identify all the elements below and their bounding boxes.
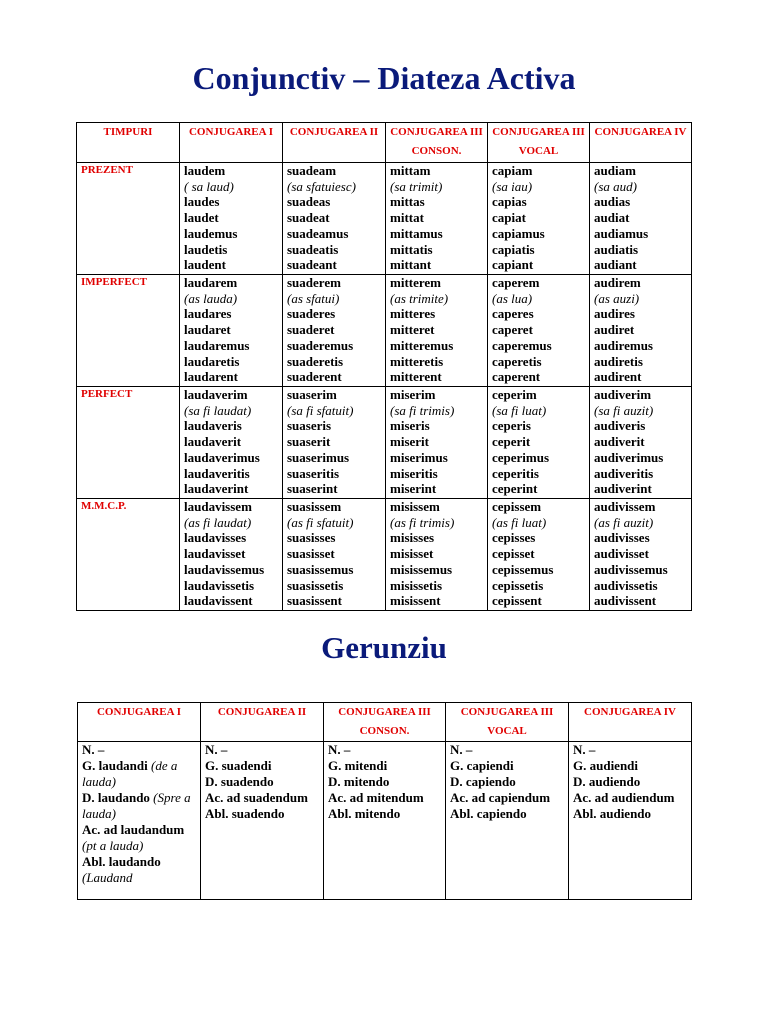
verb-form: laudares: [184, 306, 232, 322]
verb-form: suaseritis: [287, 465, 339, 481]
verb-form: audires: [594, 306, 635, 322]
gerund-form: [328, 742, 445, 758]
translation: (as auzi): [594, 290, 640, 306]
verb-form: audivissemus: [594, 561, 668, 577]
verb-form: suasissent: [287, 593, 342, 609]
gerund-form: [573, 806, 691, 822]
verb-form: suaderetis: [287, 353, 344, 369]
case-form: D. laudando: [82, 790, 154, 805]
verb-forms-cell: [283, 387, 386, 499]
translation: (pt a lauda): [82, 838, 144, 853]
tense-row: [77, 275, 692, 387]
translation: (sa fi trimis): [390, 402, 455, 418]
verb-form: laudavisses: [184, 530, 247, 546]
case-form: G. laudandi: [82, 758, 152, 773]
case-form: D. suadendo: [205, 774, 274, 789]
verb-form: audivisset: [594, 546, 649, 562]
verb-form: mittant: [390, 257, 432, 273]
gerund-form: [450, 742, 568, 758]
tense-row: [77, 387, 692, 499]
column-header: CONJUGAREA I: [180, 123, 283, 163]
verb-form: suaderemus: [287, 337, 354, 353]
verb-form: laudaret: [184, 322, 231, 338]
verb-form: mitterem: [390, 275, 442, 290]
tense-label: M.M.C.P.: [77, 499, 180, 611]
verb-form: audiverim: [594, 387, 652, 402]
column-header: CONJUGAREA IV: [590, 123, 692, 163]
gerund-form: [328, 790, 445, 806]
verb-form: mittas: [390, 194, 425, 210]
verb-form: cepissem: [492, 499, 542, 514]
gerund-form: [205, 806, 323, 822]
verb-form: laudavissetis: [184, 577, 255, 593]
verb-form: capiamus: [492, 225, 545, 241]
verb-form: ceperis: [492, 418, 531, 434]
verb-form: suaserim: [287, 387, 337, 402]
translation: (as lauda): [184, 290, 238, 306]
verb-forms-cell: [488, 387, 590, 499]
verb-form: misisset: [390, 546, 434, 562]
conjunctiv-table: [76, 122, 692, 611]
verb-form: caperet: [492, 322, 533, 338]
verb-forms-cell: [386, 275, 488, 387]
verb-form: mitteretis: [390, 353, 444, 369]
gerund-form: [450, 774, 568, 790]
column-header: TIMPURI: [77, 123, 180, 163]
verb-form: audiretis: [594, 353, 643, 369]
verb-form: audiveris: [594, 418, 646, 434]
translation: (as fi laudat): [184, 514, 252, 530]
verb-form: audivissem: [594, 499, 656, 514]
gerund-form: [573, 790, 691, 806]
translation: ( sa laud): [184, 178, 234, 194]
verb-form: laudes: [184, 194, 220, 210]
case-form: Abl. mitendo: [328, 806, 401, 821]
verb-form: suaderent: [287, 369, 342, 385]
gerund-form: [82, 790, 200, 822]
verb-form: audivissent: [594, 593, 657, 609]
verb-forms-cell: [180, 387, 283, 499]
column-header: CONJUGAREA III CONSON.: [386, 123, 488, 163]
translation: (as fi auzit): [594, 514, 654, 530]
gerund-forms-cell: [446, 742, 569, 900]
case-form: N. –: [328, 742, 351, 757]
verb-form: misissemus: [390, 561, 453, 577]
case-form: N. –: [205, 742, 228, 757]
verb-form: suadeamus: [287, 225, 349, 241]
verb-form: miserint: [390, 481, 437, 497]
verb-form: laudaretis: [184, 353, 240, 369]
tense-row: [77, 499, 692, 611]
verb-form: audiamus: [594, 225, 649, 241]
verb-form: audiverint: [594, 481, 652, 497]
verb-form: laudaverimus: [184, 449, 260, 465]
verb-form: misissent: [390, 593, 441, 609]
case-form: D. capiendo: [450, 774, 516, 789]
verb-form: audiverit: [594, 434, 645, 450]
verb-form: cepissent: [492, 593, 542, 609]
translation: (Laudand: [82, 870, 133, 885]
verb-form: mitteremus: [390, 337, 454, 353]
gerund-form: [205, 742, 323, 758]
gerund-form: [205, 758, 323, 774]
gerund-form: [573, 742, 691, 758]
translation: (as sfatui): [287, 290, 340, 306]
header-row: [77, 123, 692, 163]
verb-form: audiant: [594, 257, 637, 273]
verb-form: suaserit: [287, 434, 331, 450]
verb-form: misissetis: [390, 577, 442, 593]
verb-form: laudavissem: [184, 499, 252, 514]
verb-form: laudet: [184, 210, 219, 226]
gerund-form: [205, 774, 323, 790]
verb-form: capiatis: [492, 241, 535, 257]
verb-form: miserim: [390, 387, 436, 402]
verb-form: caperent: [492, 369, 541, 385]
case-form: Abl. audiendo: [573, 806, 652, 821]
translation: (as lua): [492, 290, 533, 306]
column-header: CONJUGAREA I: [78, 703, 201, 742]
verb-form: suasissem: [287, 499, 342, 514]
verb-forms-cell: [386, 387, 488, 499]
gerund-form: [573, 774, 691, 790]
case-form: N. –: [573, 742, 596, 757]
verb-form: misisses: [390, 530, 435, 546]
verb-form: capias: [492, 194, 527, 210]
verb-form: mittat: [390, 210, 424, 226]
verb-form: laudaverit: [184, 434, 242, 450]
verb-form: cepissetis: [492, 577, 544, 593]
verb-form: suaserimus: [287, 449, 350, 465]
gerund-form: [328, 806, 445, 822]
verb-form: suadeas: [287, 194, 331, 210]
verb-form: ceperim: [492, 387, 537, 402]
verb-forms-cell: [283, 163, 386, 275]
translation: (as fi trimis): [390, 514, 455, 530]
gerund-form: [573, 758, 691, 774]
verb-form: audirent: [594, 369, 642, 385]
verb-form: misissem: [390, 499, 440, 514]
verb-form: suasisses: [287, 530, 336, 546]
case-form: G. capiendi: [450, 758, 514, 773]
translation: (as fi luat): [492, 514, 547, 530]
gerunziu-header-row: [78, 703, 692, 742]
gerund-form: [450, 806, 568, 822]
verb-form: suasissetis: [287, 577, 344, 593]
section-title-gerunziu: Gerunziu: [321, 630, 447, 665]
verb-form: audiveritis: [594, 465, 654, 481]
verb-form: capiant: [492, 257, 534, 273]
verb-forms-cell: [488, 499, 590, 611]
case-form: D. audiendo: [573, 774, 641, 789]
verb-form: suadeant: [287, 257, 337, 273]
verb-form: audivissetis: [594, 577, 658, 593]
gerund-form: [82, 854, 200, 886]
verb-forms-cell: [488, 275, 590, 387]
verb-form: suaderet: [287, 322, 335, 338]
translation: (sa iau): [492, 178, 533, 194]
translation: (sa aud): [594, 178, 637, 194]
gerund-form: [328, 758, 445, 774]
verb-forms-cell: [590, 275, 692, 387]
gerund-form: [328, 774, 445, 790]
verb-form: laudemus: [184, 225, 238, 241]
case-form: D. mitendo: [328, 774, 390, 789]
verb-form: suaseris: [287, 418, 332, 434]
tense-label: PERFECT: [77, 387, 180, 499]
translation: (de a lauda): [82, 758, 178, 789]
verb-form: suaderes: [287, 306, 336, 322]
gerund-form: [450, 790, 568, 806]
translation: (Spre a lauda): [82, 790, 191, 821]
gerund-forms-cell: [324, 742, 446, 900]
verb-form: laudarem: [184, 275, 238, 290]
gerund-form: [82, 758, 200, 790]
verb-form: suasisset: [287, 546, 335, 562]
verb-forms-cell: [283, 275, 386, 387]
column-header: CONJUGAREA III VOCAL: [488, 123, 590, 163]
verb-form: audiret: [594, 322, 635, 338]
gerunziu-table: [77, 702, 692, 900]
verb-forms-cell: [590, 499, 692, 611]
case-form: G. audiendi: [573, 758, 639, 773]
verb-form: cepissemus: [492, 561, 554, 577]
verb-form: audiverimus: [594, 449, 664, 465]
column-header: CONJUGAREA II: [201, 703, 324, 742]
tense-label: IMPERFECT: [77, 275, 180, 387]
verb-form: laudaveris: [184, 418, 242, 434]
verb-form: cepisses: [492, 530, 536, 546]
verb-form: capiam: [492, 163, 533, 178]
translation: (sa fi auzit): [594, 402, 654, 418]
verb-form: suadeat: [287, 210, 330, 226]
verb-form: mitteret: [390, 322, 435, 338]
verb-form: laudavissemus: [184, 561, 265, 577]
verb-form: laudarent: [184, 369, 238, 385]
translation: (sa fi sfatuit): [287, 402, 354, 418]
verb-form: laudavissent: [184, 593, 253, 609]
case-form: Ac. ad laudandum: [82, 822, 185, 837]
verb-form: caperes: [492, 306, 534, 322]
gerund-form: [82, 822, 200, 854]
translation: (as fi sfatuit): [287, 514, 354, 530]
verb-form: laudetis: [184, 241, 228, 257]
tense-label: PREZENT: [77, 163, 180, 275]
gerund-form: [205, 790, 323, 806]
column-header: CONJUGAREA IV: [569, 703, 692, 742]
verb-forms-cell: [590, 163, 692, 275]
gerunziu-forms-row: [78, 742, 692, 900]
verb-forms-cell: [386, 499, 488, 611]
verb-forms-cell: [283, 499, 386, 611]
verb-form: suadeatis: [287, 241, 339, 257]
case-form: N. –: [82, 742, 105, 757]
gerund-form: [450, 758, 568, 774]
case-form: G. mitendi: [328, 758, 388, 773]
verb-form: miseris: [390, 418, 430, 434]
verb-form: miseritis: [390, 465, 438, 481]
verb-form: capiat: [492, 210, 526, 226]
column-header: CONJUGAREA II: [283, 123, 386, 163]
verb-forms-cell: [180, 275, 283, 387]
verb-form: audiat: [594, 210, 630, 226]
verb-forms-cell: [590, 387, 692, 499]
translation: (sa trimit): [390, 178, 443, 194]
verb-form: mitterent: [390, 369, 442, 385]
tense-row: [77, 163, 692, 275]
verb-form: laudaverim: [184, 387, 248, 402]
verb-forms-cell: [386, 163, 488, 275]
verb-form: ceperit: [492, 434, 531, 450]
verb-form: audirem: [594, 275, 641, 290]
verb-form: ceperimus: [492, 449, 550, 465]
verb-form: caperetis: [492, 353, 542, 369]
verb-form: caperem: [492, 275, 540, 290]
verb-form: suadeam: [287, 163, 337, 178]
case-form: Abl. laudando: [82, 854, 161, 869]
verb-form: ceperint: [492, 481, 538, 497]
verb-form: miserimus: [390, 449, 448, 465]
translation: (sa fi luat): [492, 402, 547, 418]
verb-form: suasissemus: [287, 561, 354, 577]
gerund-forms-cell: [569, 742, 692, 900]
verb-form: mittamus: [390, 225, 443, 241]
translation: (sa fi laudat): [184, 402, 252, 418]
verb-form: suaderem: [287, 275, 341, 290]
verb-form: audivisses: [594, 530, 650, 546]
case-form: Ac. ad capiendum: [450, 790, 551, 805]
verb-form: audias: [594, 194, 631, 210]
verb-form: laudavisset: [184, 546, 246, 562]
column-header: CONJUGAREA III CONSON.: [324, 703, 446, 742]
gerund-form: [82, 742, 200, 758]
case-form: N. –: [450, 742, 473, 757]
verb-form: cepisset: [492, 546, 535, 562]
verb-form: laudaremus: [184, 337, 250, 353]
verb-forms-cell: [488, 163, 590, 275]
verb-form: miserit: [390, 434, 429, 450]
gerund-forms-cell: [78, 742, 201, 900]
verb-forms-cell: [180, 163, 283, 275]
verb-form: laudaveritis: [184, 465, 250, 481]
case-form: Ac. ad mitendum: [328, 790, 424, 805]
verb-form: laudem: [184, 163, 226, 178]
verb-form: laudaverint: [184, 481, 249, 497]
verb-form: mittatis: [390, 241, 433, 257]
verb-form: laudent: [184, 257, 226, 273]
column-header: CONJUGAREA III VOCAL: [446, 703, 569, 742]
case-form: Abl. suadendo: [205, 806, 285, 821]
verb-form: audiremus: [594, 337, 653, 353]
verb-forms-cell: [180, 499, 283, 611]
translation: (as trimite): [390, 290, 449, 306]
verb-form: suaserint: [287, 481, 338, 497]
gerund-forms-cell: [201, 742, 324, 900]
verb-form: audiatis: [594, 241, 639, 257]
case-form: Ac. ad audiendum: [573, 790, 675, 805]
translation: (sa sfatuiesc): [287, 178, 356, 194]
verb-form: mitteres: [390, 306, 436, 322]
page-title: Conjunctiv – Diateza Activa: [192, 60, 576, 96]
case-form: Ac. ad suadendum: [205, 790, 308, 805]
case-form: Abl. capiendo: [450, 806, 527, 821]
verb-form: mittam: [390, 163, 431, 178]
verb-form: caperemus: [492, 337, 552, 353]
case-form: G. suadendi: [205, 758, 272, 773]
verb-form: audiam: [594, 163, 636, 178]
verb-form: ceperitis: [492, 465, 539, 481]
